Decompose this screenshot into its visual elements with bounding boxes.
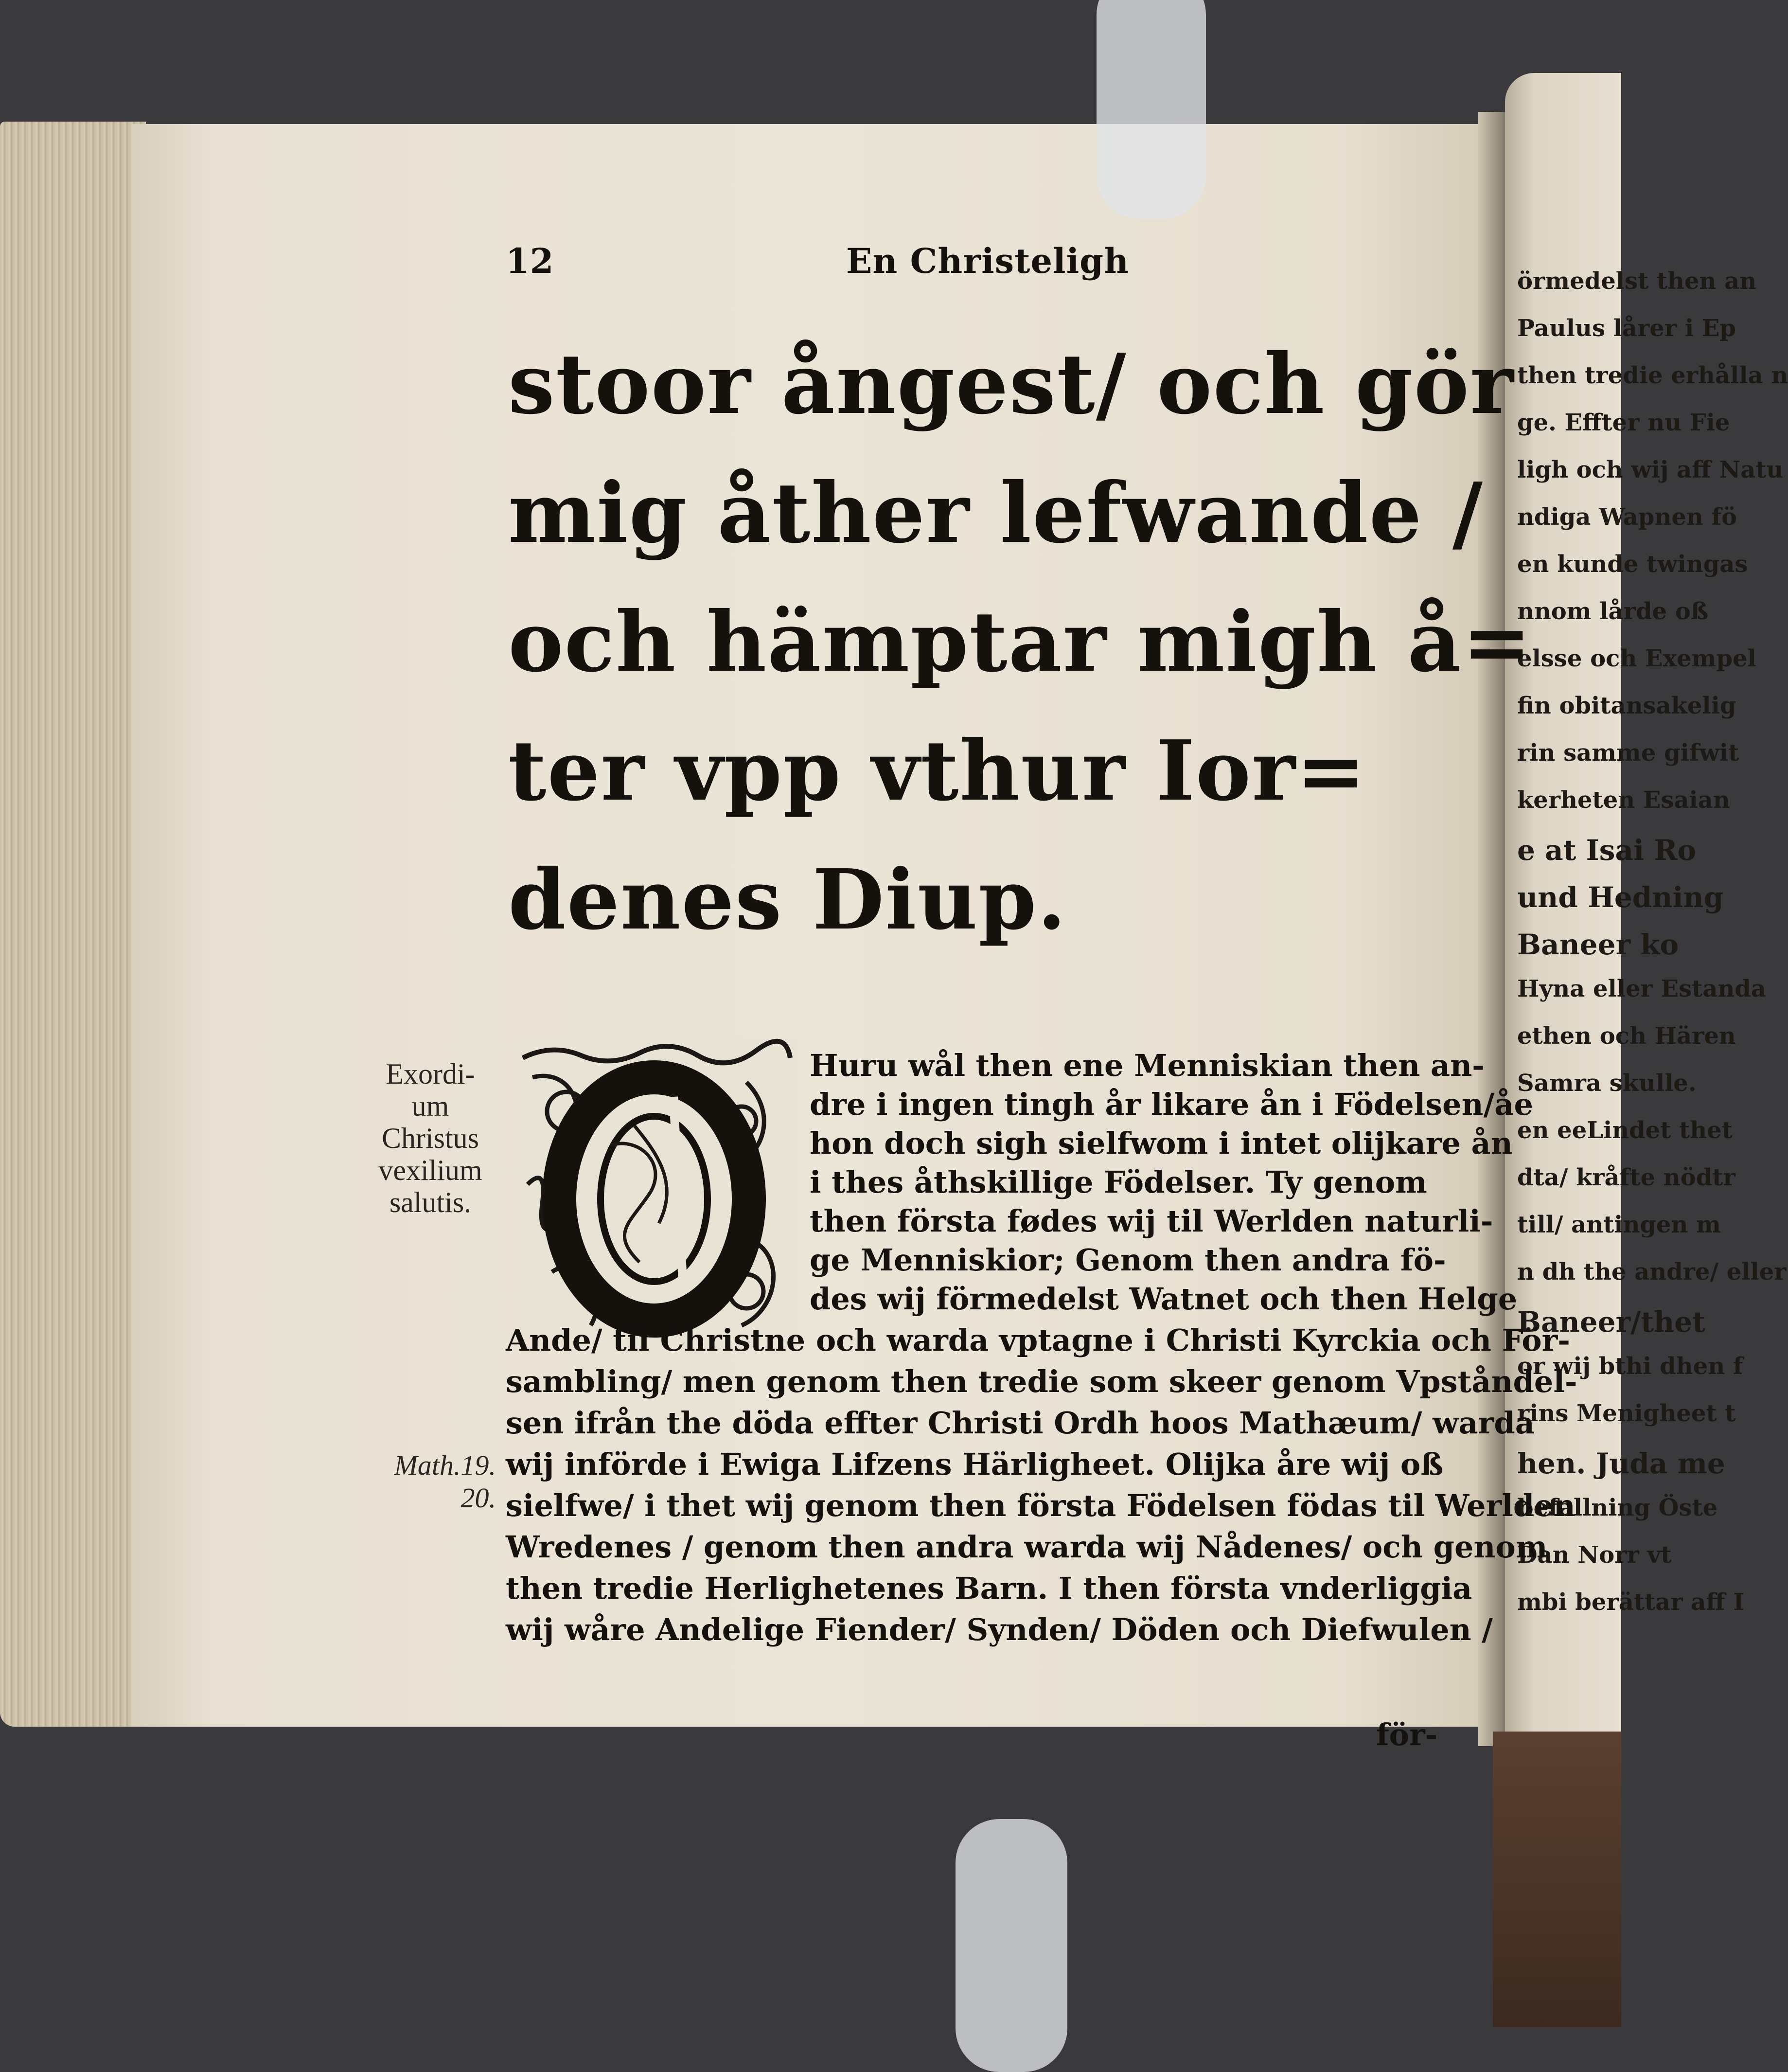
facing-page-line: or wij bthi dhen f [1517, 1353, 1743, 1380]
margin-ref-line: 20. [460, 1482, 496, 1514]
facing-page-line: kerheten Esaian [1517, 786, 1730, 814]
body-line: wij wåre Andelige Fiender/ Synden/ Döden och Diefwulen / [506, 1612, 1493, 1647]
body-line: dre i ingen tingh år likare ån i Födelsen/åe [810, 1087, 1533, 1122]
facing-page-line: örmedelst then an [1517, 268, 1757, 295]
facing-page-line: ethen och Hären [1517, 1022, 1736, 1050]
body-line: ge Menniskior; Genom then andra fö- [810, 1242, 1446, 1278]
facing-page-line: Samra skulle. [1517, 1070, 1697, 1097]
facing-page-line: elsse och Exempel [1517, 645, 1756, 672]
display-line-5: denes Diup. [508, 851, 1067, 948]
body-line: Wredenes / genom then andra warda wij Nådenes/ och genom [506, 1529, 1548, 1565]
facing-page-line: dta/ kråfte nödtr [1517, 1164, 1735, 1191]
facing-page-line: e at Isai Ro [1517, 834, 1697, 867]
facing-page-line: Paulus lårer i Ep [1517, 315, 1736, 342]
margin-note [350, 1058, 511, 1218]
margin-note-line: um [411, 1090, 449, 1122]
facing-page-line: then tredie erhålla n [1517, 362, 1788, 389]
body-line: sambling/ men genom then tredie som skeer genom Vpståndel- [506, 1364, 1577, 1399]
facing-page-line: rin samme gifwit [1517, 739, 1739, 767]
facing-page-line: und Hedning [1517, 881, 1724, 914]
scripture-reference [370, 1449, 496, 1514]
facing-page-line: ge. Effter nu Fie [1517, 409, 1730, 436]
page-clip-top [1097, 0, 1206, 219]
facing-page-line: en kunde twingas [1517, 551, 1748, 578]
body-line: Ande/ til Christne och warda vptagne i Christi Kyrckia och För- [506, 1322, 1570, 1358]
page-number: 12 [506, 241, 554, 281]
facing-page-line: hen. Juda me [1517, 1447, 1725, 1480]
facing-page-line: ndiga Wapnen fö [1517, 503, 1737, 531]
body-line: then första fødes wij til Werlden naturli- [810, 1203, 1493, 1239]
display-line-2: mig åther lefwande / [508, 464, 1484, 562]
facing-page-line: mbi berättar aff I [1517, 1589, 1744, 1616]
body-line: hon doch sigh sielfwom i intet olijkare ån [810, 1125, 1513, 1161]
facing-page-line: Baneer ko [1517, 928, 1679, 961]
facing-page-line: n dh the andre/ eller [1517, 1258, 1787, 1286]
margin-note-line: Exordi- [386, 1058, 475, 1090]
running-title: En Christeligh [846, 241, 1129, 281]
facing-page-line: nnom lårde oß [1517, 598, 1709, 625]
display-line-1: stoor ångest/ och gör [508, 336, 1515, 433]
facing-page-line: fin obitansakelig [1517, 692, 1736, 719]
catchword: för- [1376, 1717, 1438, 1752]
book-binding [1493, 1732, 1621, 2027]
display-line-3: och hämptar migh å= [508, 593, 1533, 691]
body-line: sen ifrån the döda effter Christi Ordh hoos Mathæum/ warda [506, 1405, 1535, 1441]
facing-page-line: Dan Norr vt [1517, 1541, 1672, 1569]
facing-page-line: till/ antingen m [1517, 1211, 1721, 1238]
facing-page-line: en eeLindet thet [1517, 1117, 1733, 1144]
page-clip-bottom [956, 1819, 1067, 2072]
margin-note-line: salutis. [389, 1186, 472, 1218]
margin-note-line: Christus [381, 1122, 479, 1154]
body-line: wij införde i Ewiga Lifzens Härligheet. Olijka åre wij oß [506, 1447, 1444, 1482]
body-line: then tredie Herlighetenes Barn. I then första vnderliggia [506, 1571, 1472, 1606]
page-stack-edges [0, 122, 146, 1727]
margin-note-line: vexilium [378, 1154, 482, 1186]
body-line: i thes åthskillige Födelser. Ty genom [810, 1164, 1427, 1200]
margin-ref-line: Math.19. [394, 1449, 496, 1481]
facing-page-line: befallning Öste [1517, 1494, 1718, 1521]
body-line: Huru wål then ene Menniskian then an- [810, 1048, 1485, 1083]
facing-page-line: Baneer/thet [1517, 1305, 1705, 1339]
body-line: sielfwe/ i thet wij genom then första Födelsen födas til Werlden [506, 1488, 1576, 1523]
body-line: des wij förmedelst Watnet och then Helge [810, 1281, 1518, 1317]
facing-page-line: rins Menigheet t [1517, 1400, 1736, 1427]
facing-page-line: ligh och wij aff Natu [1517, 456, 1784, 483]
decorated-initial-o [513, 1038, 797, 1340]
facing-page-line: Hyna eller Estanda [1517, 975, 1766, 1002]
display-line-4: ter vpp vthur Ior= [508, 722, 1367, 820]
